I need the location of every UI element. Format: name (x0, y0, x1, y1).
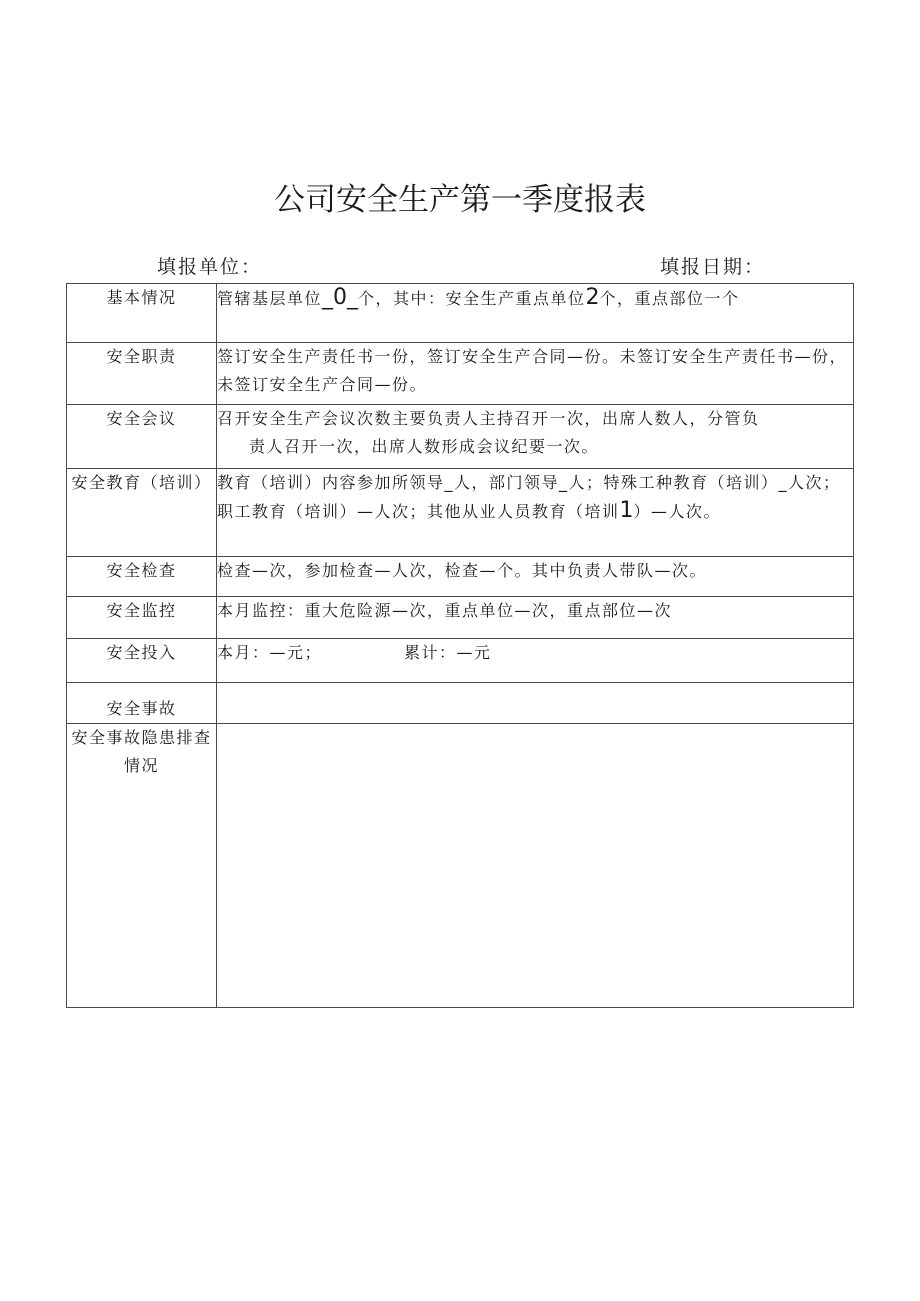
filling-unit-label: 填报单位： (157, 256, 263, 278)
safety-meeting-content: 召开安全生产会议次数主要负责人主持召开一次，出席人数人，分管负 责人召开一次，出席人数形成会议纪要一次。 (217, 405, 854, 469)
row-label: 安全检查 (67, 557, 217, 597)
row-safety-meeting (67, 405, 854, 469)
row-label: 安全监控 (67, 597, 217, 639)
row-label: 安全事故 (67, 683, 217, 724)
filling-date-label: 填报日期： (660, 256, 766, 278)
basic-info-content: 管辖基层单位_0_个，其中：安全生产重点单位2个，重点部位一个 (217, 284, 854, 343)
safety-investment-content: 本月：—元； 累计：—元 (217, 639, 854, 683)
row-label: 安全事故隐患排查情况 (67, 724, 217, 1008)
row-label: 安全职责 (67, 343, 217, 405)
row-basic-info (67, 284, 854, 343)
row-safety-duty (67, 343, 854, 405)
row-label: 基本情况 (67, 284, 217, 343)
row-safety-inspection (67, 557, 854, 597)
hazard-investigation-content (217, 724, 854, 1008)
row-hazard-investigation (67, 724, 854, 1008)
safety-inspection-content: 检查—次，参加检查—人次，检查—个。其中负责人带队—次。 (217, 557, 854, 597)
row-safety-accident (67, 683, 854, 724)
row-safety-investment (67, 639, 854, 683)
safety-accident-content (217, 683, 854, 724)
row-safety-monitoring (67, 597, 854, 639)
row-label: 安全投入 (67, 639, 217, 683)
row-label: 安全教育（培训） (67, 469, 217, 557)
safety-education-content: 教育（培训）内容参加所领导_人，部门领导_人；特殊工种教育（培训）_人次；职工教育（培训）—人次；其他从业人员教育（培训1）—人次。 (217, 469, 854, 557)
safety-monitoring-content: 本月监控：重大危险源—次，重点单位—次，重点部位—次 (217, 597, 854, 639)
report-table (66, 283, 854, 1008)
row-safety-education (67, 469, 854, 557)
report-title: 公司安全生产第一季度报表 (274, 182, 646, 218)
safety-duty-content: 签订安全生产责任书一份，签订安全生产合同—份。未签订安全生产责任书—份，未签订安全生产合同—份。 (217, 343, 854, 405)
row-label: 安全会议 (67, 405, 217, 469)
